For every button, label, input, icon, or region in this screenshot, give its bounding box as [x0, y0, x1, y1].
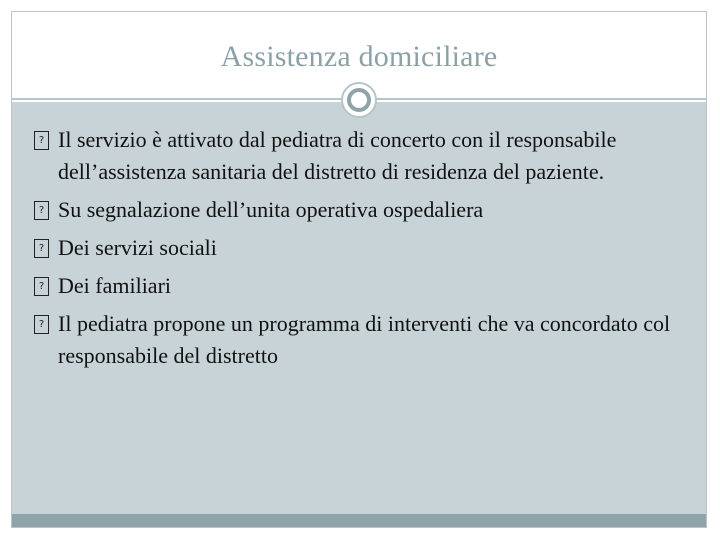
bullet-glyph-icon: ? [34, 201, 49, 220]
bullet-glyph-icon: ? [34, 239, 49, 258]
bullet-glyph-icon: ? [34, 277, 49, 296]
bullet-text: Dei familiari [58, 273, 172, 298]
bullet-list [34, 124, 694, 378]
bullet-glyph-icon: ? [34, 131, 49, 150]
bullet-item [34, 308, 694, 372]
bullet-item [34, 270, 694, 302]
bottom-accent-bar [12, 514, 706, 527]
bullet-item [34, 232, 694, 264]
slide-title: Assistenza domiciliare [220, 40, 498, 73]
bullet-item [34, 194, 694, 226]
bullet-text: Su segnalazione dell’unita operativa ospedaliera [58, 197, 484, 222]
bullet-glyph-icon: ? [34, 315, 49, 334]
circle-ornament-icon [341, 82, 377, 118]
bullet-text: Il servizio è attivato dal pediatra di concerto con il responsabile dell’assistenza sanitaria del distretto di residenza del paziente. [58, 127, 617, 184]
circle-ornament-ring [347, 88, 371, 112]
bullet-text: Dei servizi sociali [58, 235, 217, 260]
bullet-text: Il pediatra propone un programma di interventi che va concordato col responsabile del distretto [58, 311, 671, 368]
bullet-item [34, 124, 694, 188]
slide [11, 11, 707, 528]
